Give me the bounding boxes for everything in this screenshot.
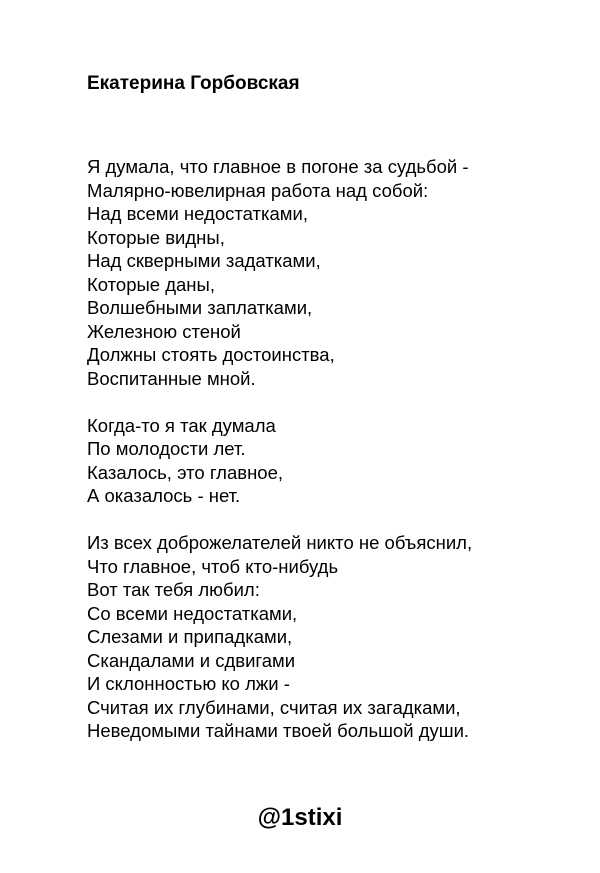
poem-line: Из всех доброжелателей никто не объяснил, (87, 532, 473, 553)
author-name: Екатерина Горбовская (87, 73, 300, 94)
poem-line: Что главное, чтоб кто-нибудь (87, 555, 339, 577)
poem-line: Со всеми недостатками, (87, 602, 298, 624)
poem-line: Я думала, что главное в погоне за судьбой - (87, 156, 469, 177)
poem-line: Должны стоять достоинства, (87, 344, 335, 365)
stanza-3 (87, 531, 587, 743)
poem-line: Казалось, это главное, (87, 461, 284, 483)
stanza-2 (87, 414, 587, 508)
poem-line: Над скверными задатками, (87, 250, 321, 271)
poem-line: Неведомыми тайнами твоей большой души. (87, 720, 470, 741)
poem-line: По молодости лет. (87, 438, 246, 459)
social-handle: @1stixi (257, 804, 343, 831)
poem-line: Считая их глубинами, считая их загадками, (87, 696, 461, 718)
poem-line: А оказалось - нет. (87, 485, 241, 506)
poem-body (87, 155, 587, 766)
poem-line: Скандалами и сдвигами (87, 649, 296, 671)
poem-line: Воспитанные мной. (87, 367, 256, 389)
poem-line: Которые даны, (87, 273, 215, 295)
poem-line: Слезами и припадками, (87, 626, 293, 647)
stanza-1 (87, 155, 587, 390)
poem-line: Когда-то я так думала (87, 414, 276, 436)
poem-line: Которые видны, (87, 226, 225, 248)
poem-line: И склонностью ко лжи - (87, 673, 290, 694)
poem-line: Вот так тебя любил: (87, 579, 260, 600)
poem-line: Волшебными заплатками, (87, 297, 313, 318)
poem-line: Железною стеной (87, 320, 241, 342)
poem-line: Малярно-ювелирная работа над собой: (87, 179, 429, 201)
poem-line: Над всеми недостатками, (87, 203, 308, 224)
